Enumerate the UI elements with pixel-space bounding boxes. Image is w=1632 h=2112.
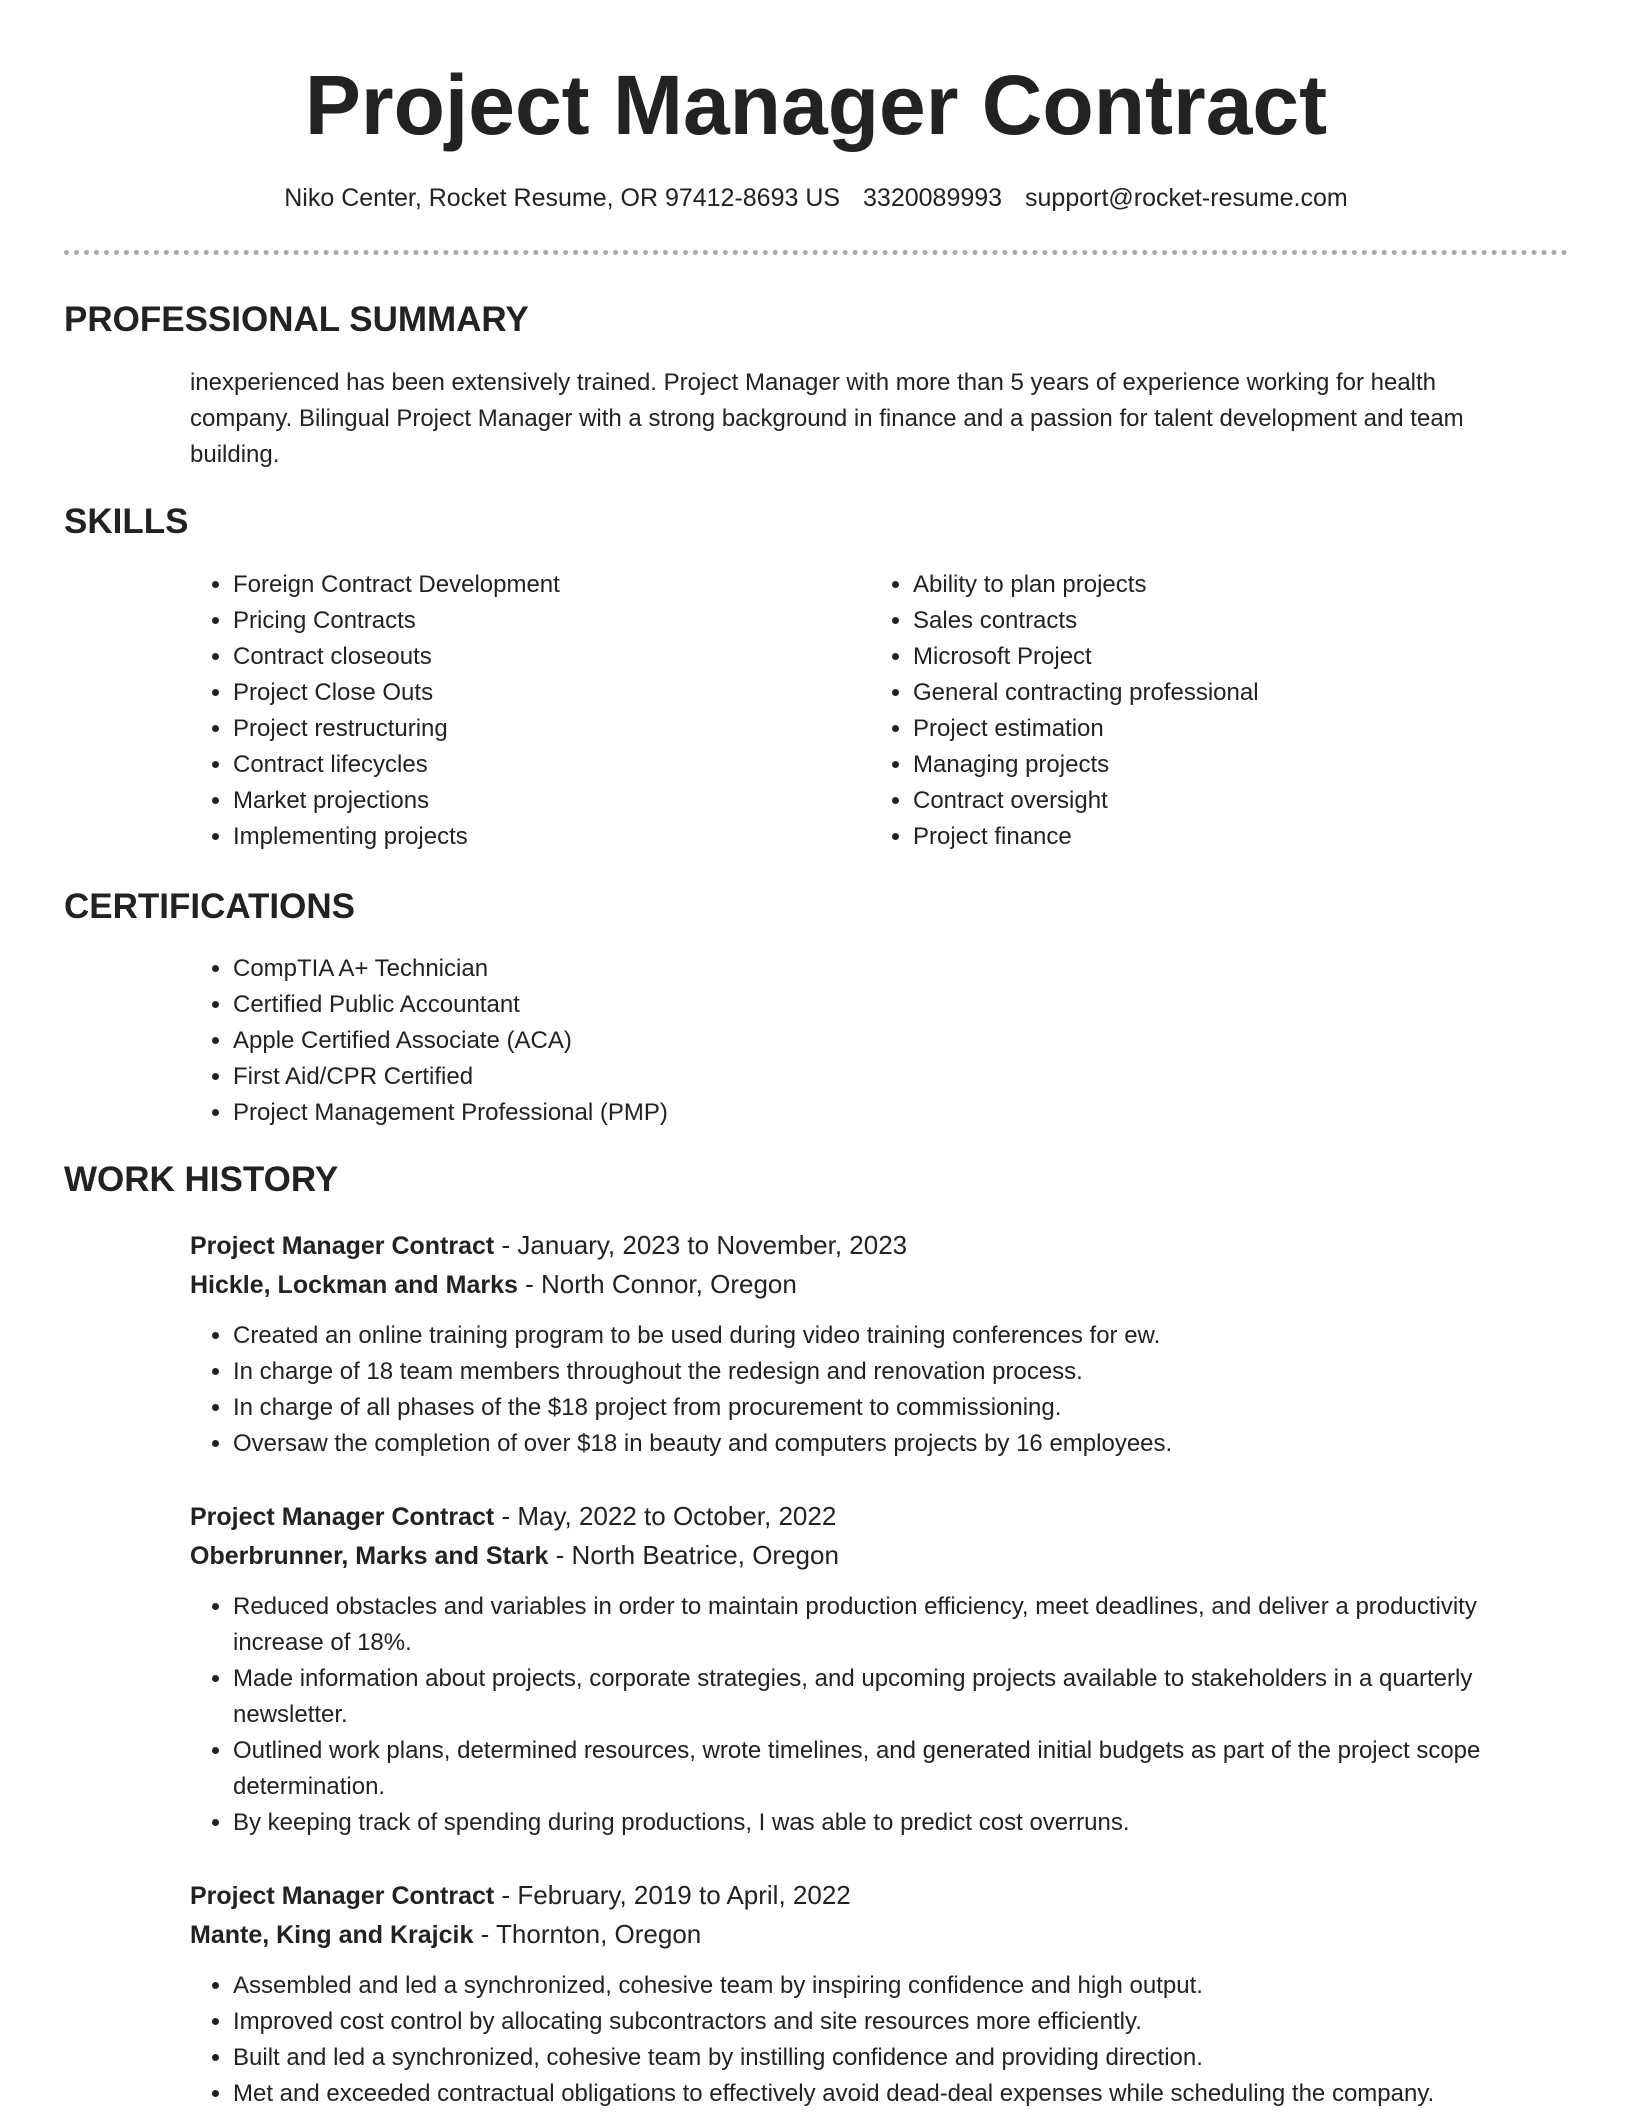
skill-item: • Market projections xyxy=(233,783,833,819)
job-location: - North Connor, Oregon xyxy=(517,1269,797,1299)
skill-item: • General contracting professional xyxy=(913,675,1563,711)
skill-item: • Microsoft Project xyxy=(913,639,1563,675)
certification-item: • First Aid/CPR Certified xyxy=(233,1059,1533,1095)
job-bullet: • In charge of all phases of the $18 project from procurement to commissioning. xyxy=(233,1390,1550,1426)
job-company-line xyxy=(190,1915,1550,1954)
job-location: - North Beatrice, Oregon xyxy=(548,1540,839,1570)
job-bullet: • Made information about projects, corporate strategies, and upcoming projects available to stakeholders in a quarterly newsletter. xyxy=(233,1661,1550,1733)
job-role: Project Manager Contract xyxy=(190,1882,495,1910)
job-role: Project Manager Contract xyxy=(190,1503,495,1531)
skills-list-left xyxy=(190,567,833,855)
job-dates: - May, 2022 to October, 2022 xyxy=(494,1501,837,1531)
job-company: Hickle, Lockman and Marks xyxy=(190,1271,518,1299)
skills-list-right xyxy=(870,567,1563,855)
summary-text: inexperienced has been extensively trained. Project Manager with more than 5 years of experience working for health company. Bilingual Project Manager with a strong background in finance and a passion for talent development and team building. xyxy=(190,369,1464,468)
job-bullet: • Created an online training program to be used during video training conferences for ew. xyxy=(233,1318,1550,1354)
contact-email: support@rocket-resume.com xyxy=(1025,184,1348,212)
skill-item: • Project estimation xyxy=(913,711,1563,747)
header-divider xyxy=(64,250,1568,255)
skill-item: • Implementing projects xyxy=(233,819,833,855)
job-company: Oberbrunner, Marks and Stark xyxy=(190,1542,549,1570)
summary-heading: PROFESSIONAL SUMMARY xyxy=(64,300,529,339)
skill-item: • Pricing Contracts xyxy=(233,603,833,639)
job-location: - Thornton, Oregon xyxy=(473,1919,702,1949)
job-bullet: • By keeping track of spending during productions, I was able to predict cost overruns. xyxy=(233,1805,1550,1841)
skill-item: • Sales contracts xyxy=(913,603,1563,639)
skill-item: • Contract oversight xyxy=(913,783,1563,819)
job-company-line xyxy=(190,1536,1550,1575)
skill-item: • Managing projects xyxy=(913,747,1563,783)
job-dates: - January, 2023 to November, 2023 xyxy=(494,1230,908,1260)
job-company: Mante, King and Krajcik xyxy=(190,1921,474,1949)
job-dates: - February, 2019 to April, 2022 xyxy=(494,1880,851,1910)
certification-item: • Apple Certified Associate (ACA) xyxy=(233,1023,1533,1059)
skill-item: • Ability to plan projects xyxy=(913,567,1563,603)
contact-phone: 3320089993 xyxy=(863,184,1003,212)
skill-item: • Project Close Outs xyxy=(233,675,833,711)
job-entry xyxy=(190,1497,1550,1841)
contact-line xyxy=(0,180,1632,216)
job-role: Project Manager Contract xyxy=(190,1232,495,1260)
job-company-line xyxy=(190,1265,1550,1304)
job-title-line xyxy=(190,1226,1550,1265)
certifications-list xyxy=(190,951,1533,1131)
job-title-line xyxy=(190,1497,1550,1536)
resume-name: Project Manager Contract xyxy=(304,58,1328,152)
job-bullet: • Reduced obstacles and variables in order to maintain production efficiency, meet deadlines, and deliver a productivity increase of 18%. xyxy=(233,1589,1550,1661)
job-bullet: • Assembled and led a synchronized, cohesive team by inspiring confidence and high output. xyxy=(233,1968,1550,2004)
job-bullet: • Improved cost control by allocating subcontractors and site resources more efficiently. xyxy=(233,2004,1550,2040)
job-bullet: • Met and exceeded contractual obligations to effectively avoid dead-deal expenses while scheduling the company. xyxy=(233,2076,1550,2112)
job-bullet: • In charge of 18 team members throughout the redesign and renovation process. xyxy=(233,1354,1550,1390)
skill-item: • Project restructuring xyxy=(233,711,833,747)
skill-item: • Contract lifecycles xyxy=(233,747,833,783)
job-bullet: • Outlined work plans, determined resources, wrote timelines, and generated initial budgets as part of the project scope determination. xyxy=(233,1733,1550,1805)
certification-item: • Certified Public Accountant xyxy=(233,987,1533,1023)
work-history-heading: WORK HISTORY xyxy=(64,1160,339,1199)
skill-item: • Contract closeouts xyxy=(233,639,833,675)
certification-item: • Project Management Professional (PMP) xyxy=(233,1095,1533,1131)
contact-address: Niko Center, Rocket Resume, OR 97412-8693 US xyxy=(284,184,841,212)
skill-item: • Project finance xyxy=(913,819,1563,855)
job-bullets xyxy=(190,1968,1550,2112)
job-bullet: • Built and led a synchronized, cohesive team by instilling confidence and providing direction. xyxy=(233,2040,1550,2076)
skill-item: • Foreign Contract Development xyxy=(233,567,833,603)
job-bullets xyxy=(190,1589,1550,1841)
job-title-line xyxy=(190,1876,1550,1915)
job-bullet: • Oversaw the completion of over $18 in beauty and computers projects by 16 employees. xyxy=(233,1426,1550,1462)
job-entry xyxy=(190,1876,1550,2112)
certification-item: • CompTIA A+ Technician xyxy=(233,951,1533,987)
skills-heading: SKILLS xyxy=(64,502,189,541)
job-bullets xyxy=(190,1318,1550,1462)
certifications-heading: CERTIFICATIONS xyxy=(64,887,356,926)
job-entry xyxy=(190,1226,1550,1462)
